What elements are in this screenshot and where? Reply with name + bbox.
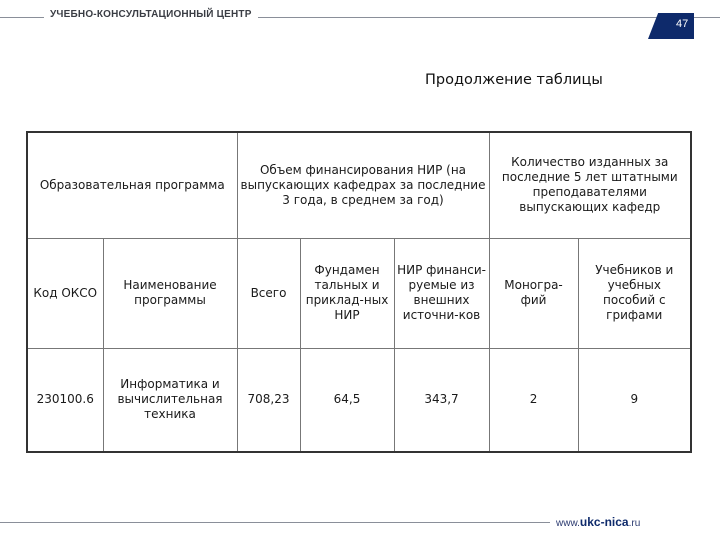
cell-textbooks: 9 <box>578 348 691 452</box>
subhead-external: НИР финанси-руемые из внешних источни-ков <box>394 238 489 348</box>
table-caption: Продолжение таблицы <box>425 72 603 88</box>
cell-external: 343,7 <box>394 348 489 452</box>
cell-monographs: 2 <box>489 348 578 452</box>
header-brand: УЧЕБНО-КОНСУЛЬТАЦИОННЫЙ ЦЕНТР <box>44 9 258 20</box>
page-number: 47 <box>676 18 689 30</box>
table-subhead-row <box>27 238 691 348</box>
subhead-fundamental: Фундамен тальных и приклад-ных НИР <box>300 238 394 348</box>
subhead-textbooks: Учебников и учебных пособий с грифами <box>578 238 691 348</box>
cell-total: 708,23 <box>237 348 300 452</box>
website-domain: ukc-nica <box>579 515 629 529</box>
cell-fundamental: 64,5 <box>300 348 394 452</box>
subhead-monographs: Моногра-фий <box>489 238 578 348</box>
cell-code: 230100.6 <box>27 348 103 452</box>
subhead-name: Наименование программы <box>103 238 237 348</box>
footer-website <box>556 515 640 529</box>
cell-name: Информатика и вычислительная техника <box>103 348 237 452</box>
website-suffix: .ru <box>628 518 641 529</box>
head-publications: Количество изданных за последние 5 лет штатными преподавателями выпускающих кафедр <box>489 132 691 238</box>
table-head-row <box>27 132 691 238</box>
data-table <box>26 131 692 453</box>
website-prefix: www. <box>556 518 580 529</box>
table-row <box>27 348 691 452</box>
footer-rule <box>0 522 550 523</box>
subhead-total: Всего <box>237 238 300 348</box>
head-program: Образовательная программа <box>27 132 237 238</box>
head-funding: Объем финансирования НИР (на выпускающих кафедрах за последние 3 года, в среднем за год) <box>237 132 489 238</box>
subhead-code: Код ОКСО <box>27 238 103 348</box>
